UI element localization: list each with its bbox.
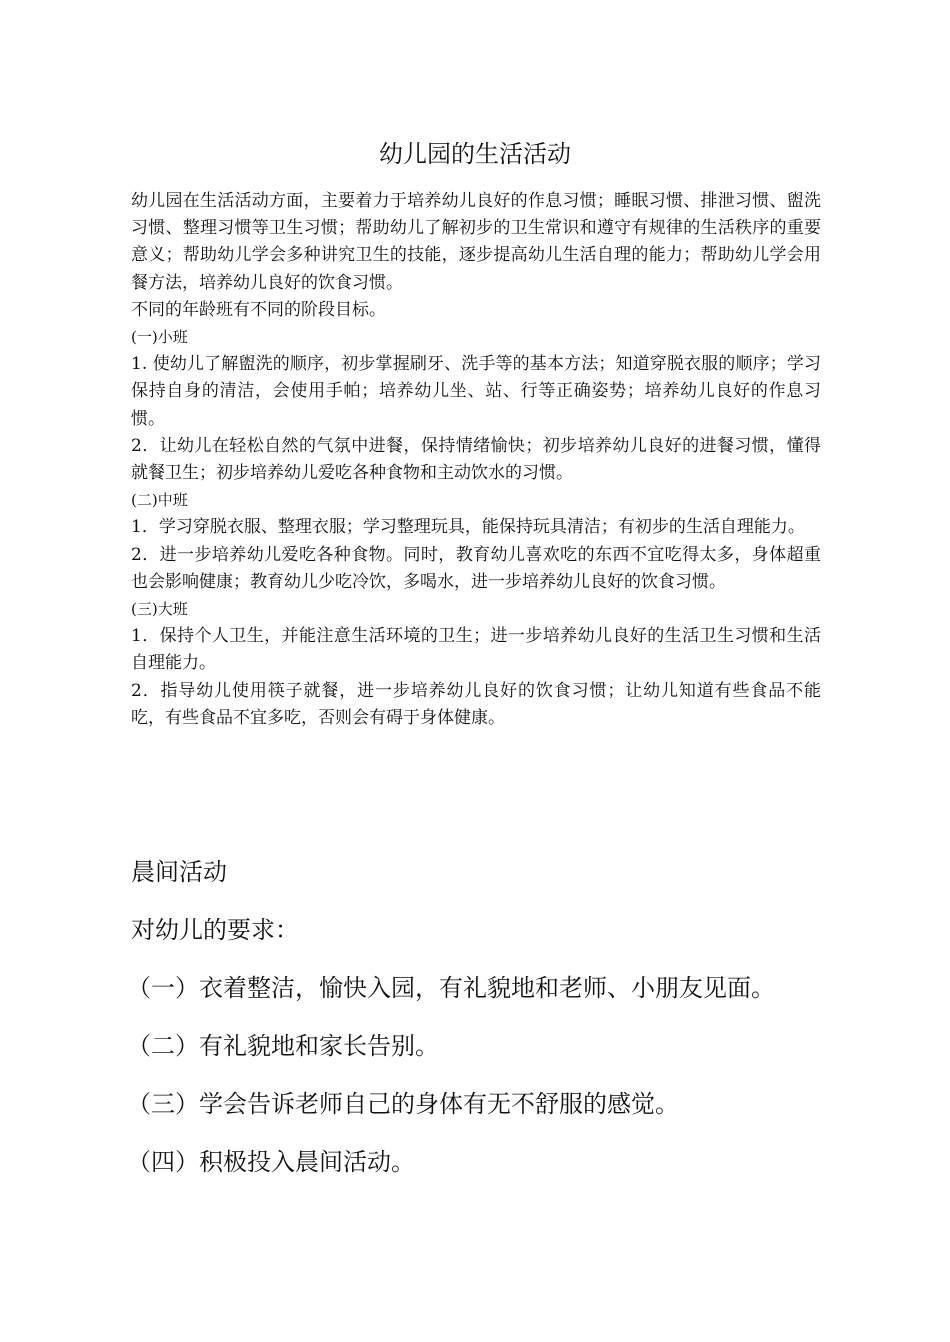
main-text-block (131, 188, 821, 732)
requirement-item-3: （三）学会告诉老师自己的身体有无不舒服的感觉。 (127, 1090, 679, 1118)
small-class-item-2: 2．让幼儿在轻松自然的气氛中进餐，保持情绪愉快；初步培养幼儿良好的进餐习惯，懂得就餐卫生；初步培养幼儿爱吃各种食物和主动饮水的习惯。 (131, 435, 821, 484)
morning-activity-heading: 晨间活动 (131, 858, 227, 886)
requirement-item-4: （四）积极投入晨间活动。 (127, 1148, 415, 1176)
page-title: 幼儿园的生活活动 (379, 140, 571, 168)
section-heading-small-class: (一)小班 (131, 328, 188, 347)
requirement-item-1: （一）衣着整洁，愉快入园，有礼貌地和老师、小朋友见面。 (127, 974, 775, 1002)
middle-class-item-1: 1．学习穿脱衣服、整理衣服；学习整理玩具，能保持玩具清洁；有初步的生活自理能力。 (131, 517, 805, 538)
requirements-subheading: 对幼儿的要求： (131, 916, 299, 944)
big-class-item-2: 2．指导幼儿使用筷子就餐，进一步培养幼儿良好的饮食习惯；让幼儿知道有些食品不能吃，有些食品不宜多吃，否则会有碍于身体健康。 (131, 680, 821, 728)
middle-class-item-2: 2．进一步培养幼儿爱吃各种食物。同时，教育幼儿喜欢吃的东西不宜吃得太多，身体超重也会影响健康；教育幼儿少吃冷饮，多喝水，进一步培养幼儿良好的饮食习惯。 (131, 544, 821, 592)
big-class-item-1: 1．保持个人卫生，并能注意生活环境的卫生；进一步培养幼儿良好的生活卫生习惯和生活自理能力。 (131, 626, 821, 674)
requirement-item-2: （二）有礼貌地和家长告别。 (127, 1032, 439, 1060)
section-heading-big-class: (三)大班 (131, 600, 188, 619)
section-heading-middle-class: (二)中班 (131, 491, 188, 510)
small-class-item-1: 1. 使幼儿了解盥洗的顺序，初步掌握刷牙、洗手等的基本方法；知道穿脱衣服的顺序；学习保持自身的清洁，会使用手帕；培养幼儿坐、站、行等正确姿势；培养幼儿良好的作息习惯。 (131, 354, 821, 429)
stages-line: 不同的年龄班有不同的阶段目标。 (131, 299, 386, 320)
morning-activity-section (127, 852, 851, 1200)
intro-paragraph: 幼儿园在生活活动方面，主要着力于培养幼儿良好的作息习惯；睡眠习惯、排泄习惯、盥洗习惯、整理习惯等卫生习惯；帮助幼儿了解初步的卫生常识和遵守有规律的生活秩序的重要意义；帮助幼儿学会多种讲究卫生的技能，逐步提高幼儿生活自理的能力；帮助幼儿学会用餐方法，培养幼儿良好的饮食习惯。 (131, 191, 821, 293)
